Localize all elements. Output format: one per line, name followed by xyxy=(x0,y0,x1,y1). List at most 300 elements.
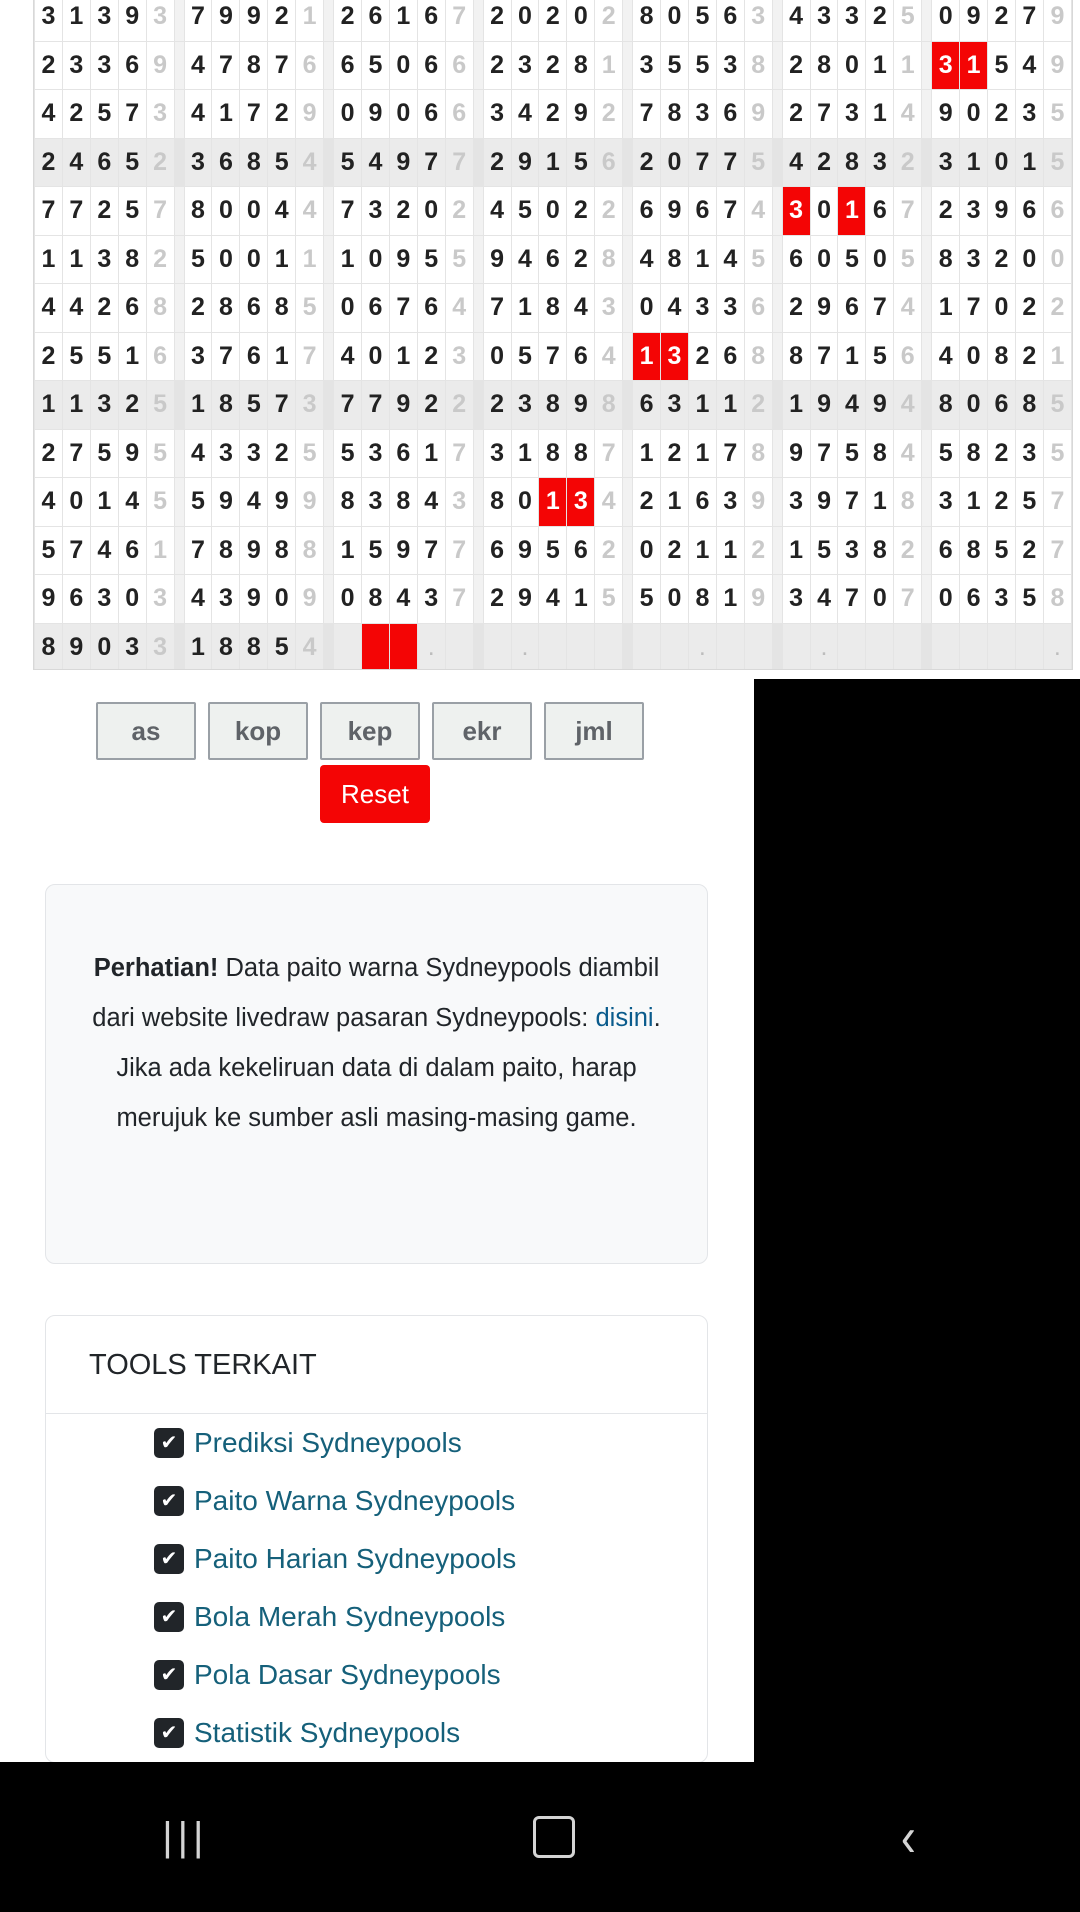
table-cell[interactable]: 6 xyxy=(62,575,90,624)
table-cell[interactable]: 8 xyxy=(539,381,567,430)
table-cell[interactable]: 3 xyxy=(146,90,174,139)
table-cell[interactable]: 6 xyxy=(567,332,595,381)
tool-link[interactable]: Paito Harian Sydneypools xyxy=(194,1543,517,1574)
table-cell[interactable]: 3 xyxy=(782,575,810,624)
tool-link[interactable]: Statistik Sydneypools xyxy=(194,1717,461,1748)
table-cell[interactable]: 3 xyxy=(661,381,689,430)
table-cell[interactable]: 3 xyxy=(932,138,960,187)
table-cell[interactable]: 8 xyxy=(1015,381,1043,430)
table-cell[interactable]: 5 xyxy=(894,235,922,284)
table-cell[interactable]: 6 xyxy=(932,526,960,575)
table-cell[interactable]: 3 xyxy=(932,478,960,527)
table-cell[interactable]: 1 xyxy=(595,41,623,90)
table-cell[interactable]: 2 xyxy=(633,138,661,187)
table-cell[interactable]: 8 xyxy=(35,623,63,670)
table-cell[interactable]: 0 xyxy=(240,187,268,236)
table-cell[interactable]: 5 xyxy=(296,429,324,478)
table-cell[interactable]: 1 xyxy=(146,526,174,575)
table-cell[interactable]: 0 xyxy=(361,235,389,284)
table-cell[interactable]: 7 xyxy=(1043,478,1071,527)
table-cell[interactable]: 5 xyxy=(118,138,146,187)
table-cell[interactable]: 6 xyxy=(894,332,922,381)
table-cell[interactable]: 3 xyxy=(838,526,866,575)
list-item[interactable] xyxy=(46,1472,707,1530)
table-cell[interactable]: 8 xyxy=(389,478,417,527)
table-cell[interactable]: 6 xyxy=(90,138,118,187)
table-cell[interactable]: 9 xyxy=(268,478,296,527)
table-cell[interactable]: 7 xyxy=(716,187,744,236)
table-cell[interactable]: 3 xyxy=(35,0,63,41)
table-cell[interactable]: 3 xyxy=(688,90,716,139)
table-cell[interactable]: 2 xyxy=(782,90,810,139)
table-cell[interactable]: 4 xyxy=(838,381,866,430)
table-cell[interactable]: 2 xyxy=(988,429,1016,478)
table-cell[interactable]: 2 xyxy=(417,332,445,381)
table-cell[interactable]: 8 xyxy=(184,187,212,236)
table-cell[interactable]: 2 xyxy=(567,187,595,236)
table-cell[interactable]: 9 xyxy=(483,235,511,284)
table-cell[interactable]: 1 xyxy=(782,381,810,430)
table-cell[interactable]: 3 xyxy=(212,575,240,624)
table-cell[interactable]: 8 xyxy=(744,41,772,90)
table-cell[interactable]: 2 xyxy=(894,138,922,187)
table-cell[interactable]: 3 xyxy=(960,187,988,236)
table-cell[interactable]: 4 xyxy=(240,478,268,527)
table-cell[interactable]: 6 xyxy=(716,332,744,381)
table-cell[interactable]: 2 xyxy=(894,526,922,575)
table-cell[interactable]: 4 xyxy=(894,284,922,333)
table-cell[interactable]: 5 xyxy=(838,235,866,284)
table-cell[interactable]: 0 xyxy=(661,0,689,41)
table-cell[interactable]: 1 xyxy=(960,138,988,187)
table-cell[interactable]: 6 xyxy=(633,381,661,430)
table-cell[interactable]: 8 xyxy=(960,429,988,478)
table-cell[interactable]: 0 xyxy=(633,526,661,575)
table-cell[interactable]: 1 xyxy=(688,526,716,575)
table-cell[interactable]: 5 xyxy=(90,90,118,139)
table-cell[interactable]: 4 xyxy=(389,575,417,624)
table-cell[interactable]: 4 xyxy=(567,284,595,333)
table-cell[interactable]: 9 xyxy=(511,138,539,187)
table-cell[interactable]: 4 xyxy=(511,90,539,139)
table-cell[interactable]: 2 xyxy=(268,90,296,139)
table-cell[interactable]: 2 xyxy=(62,90,90,139)
table-cell[interactable] xyxy=(744,623,772,670)
table-cell[interactable]: 8 xyxy=(212,284,240,333)
table-cell[interactable]: 4 xyxy=(661,284,689,333)
table-cell[interactable]: 4 xyxy=(268,187,296,236)
table-cell[interactable]: 2 xyxy=(389,187,417,236)
table-cell[interactable] xyxy=(539,623,567,670)
table-cell[interactable]: 6 xyxy=(688,478,716,527)
table-cell[interactable]: 3 xyxy=(296,381,324,430)
table-cell[interactable]: 8 xyxy=(296,526,324,575)
table-cell[interactable]: 1 xyxy=(838,332,866,381)
table-cell[interactable]: 2 xyxy=(268,0,296,41)
table-cell[interactable]: 6 xyxy=(483,526,511,575)
table-cell[interactable]: 5 xyxy=(688,41,716,90)
table-cell[interactable]: 8 xyxy=(688,575,716,624)
table-cell[interactable]: 0 xyxy=(334,284,362,333)
table-cell[interactable]: 2 xyxy=(744,526,772,575)
table-cell[interactable]: 9 xyxy=(744,575,772,624)
table-cell[interactable]: 1 xyxy=(960,478,988,527)
table-cell[interactable]: 5 xyxy=(90,332,118,381)
table-cell[interactable]: 5 xyxy=(334,429,362,478)
table-cell[interactable]: 4 xyxy=(894,90,922,139)
table-cell[interactable]: 7 xyxy=(539,332,567,381)
table-cell[interactable]: 3 xyxy=(90,0,118,41)
table-cell[interactable]: 0 xyxy=(511,478,539,527)
table-cell[interactable]: 8 xyxy=(567,41,595,90)
table-cell[interactable]: 4 xyxy=(184,429,212,478)
table-cell[interactable]: 4 xyxy=(595,478,623,527)
table-cell[interactable]: 7 xyxy=(296,332,324,381)
table-cell[interactable]: 7 xyxy=(62,429,90,478)
table-cell[interactable]: 3 xyxy=(988,575,1016,624)
table-cell[interactable]: 9 xyxy=(810,478,838,527)
table-cell-highlight[interactable]: 3 xyxy=(782,187,810,236)
table-cell[interactable]: 3 xyxy=(146,575,174,624)
table-cell[interactable]: 7 xyxy=(445,429,473,478)
table-cell[interactable]: 2 xyxy=(90,284,118,333)
table-cell[interactable]: 9 xyxy=(35,575,63,624)
table-cell[interactable]: 0 xyxy=(240,235,268,284)
table-cell[interactable]: 2 xyxy=(810,138,838,187)
table-cell[interactable]: 0 xyxy=(932,0,960,41)
table-cell[interactable]: 5 xyxy=(1043,90,1071,139)
table-cell[interactable]: 9 xyxy=(567,90,595,139)
table-cell[interactable]: 7 xyxy=(838,575,866,624)
table-cell[interactable]: 1 xyxy=(511,429,539,478)
table-cell[interactable]: 7 xyxy=(894,575,922,624)
table-cell[interactable]: 3 xyxy=(90,235,118,284)
table-cell[interactable]: 2 xyxy=(932,187,960,236)
table-cell[interactable]: 8 xyxy=(240,138,268,187)
table-cell[interactable]: 7 xyxy=(866,284,894,333)
table-cell[interactable]: 9 xyxy=(866,381,894,430)
table-cell[interactable]: 3 xyxy=(838,0,866,41)
table-cell[interactable]: 9 xyxy=(389,526,417,575)
table-cell[interactable]: . xyxy=(810,623,838,670)
table-cell[interactable]: 7 xyxy=(838,478,866,527)
filter-kep-button[interactable]: kep xyxy=(320,702,420,760)
table-cell[interactable]: 1 xyxy=(716,575,744,624)
table-cell[interactable]: 4 xyxy=(35,90,63,139)
table-cell[interactable]: 3 xyxy=(511,381,539,430)
table-cell[interactable]: 5 xyxy=(633,575,661,624)
table-cell[interactable]: 2 xyxy=(567,235,595,284)
table-cell[interactable]: 4 xyxy=(782,0,810,41)
table-cell[interactable]: 0 xyxy=(539,187,567,236)
table-cell[interactable]: 3 xyxy=(118,623,146,670)
table-cell[interactable]: 4 xyxy=(894,429,922,478)
table-cell[interactable]: 2 xyxy=(483,0,511,41)
table-cell[interactable]: 3 xyxy=(445,332,473,381)
table-cell[interactable]: 3 xyxy=(838,90,866,139)
table-cell[interactable]: 9 xyxy=(118,429,146,478)
table-cell[interactable]: 3 xyxy=(511,41,539,90)
table-cell[interactable]: 0 xyxy=(212,187,240,236)
table-cell[interactable]: 4 xyxy=(62,284,90,333)
table-cell[interactable]: 1 xyxy=(35,235,63,284)
table-cell[interactable]: 0 xyxy=(960,90,988,139)
table-cell[interactable]: 4 xyxy=(932,332,960,381)
table-cell[interactable]: 9 xyxy=(511,526,539,575)
table-cell[interactable]: 8 xyxy=(212,381,240,430)
table-cell[interactable]: 1 xyxy=(417,429,445,478)
table-cell[interactable]: 4 xyxy=(296,138,324,187)
table-cell[interactable]: 5 xyxy=(146,429,174,478)
table-cell[interactable]: 0 xyxy=(118,575,146,624)
table-cell[interactable]: 7 xyxy=(688,138,716,187)
table-cell[interactable]: 6 xyxy=(716,0,744,41)
table-cell[interactable]: 4 xyxy=(633,235,661,284)
table-cell[interactable]: 4 xyxy=(361,138,389,187)
table-cell[interactable]: 4 xyxy=(539,575,567,624)
table-cell[interactable]: 3 xyxy=(146,0,174,41)
table-cell[interactable]: 5 xyxy=(988,526,1016,575)
table-cell[interactable]: 0 xyxy=(960,381,988,430)
table-cell[interactable]: 4 xyxy=(35,284,63,333)
table-cell[interactable]: 2 xyxy=(595,526,623,575)
table-cell[interactable]: 5 xyxy=(1043,429,1071,478)
table-cell[interactable]: 3 xyxy=(744,0,772,41)
table-cell[interactable]: 9 xyxy=(296,575,324,624)
table-cell[interactable]: 7 xyxy=(894,187,922,236)
table-cell[interactable]: 8 xyxy=(118,235,146,284)
table-cell[interactable]: 0 xyxy=(90,623,118,670)
table-cell[interactable]: 9 xyxy=(810,381,838,430)
table-cell[interactable]: 6 xyxy=(417,284,445,333)
table-cell[interactable]: 1 xyxy=(389,0,417,41)
table-cell[interactable]: 3 xyxy=(90,41,118,90)
table-cell[interactable]: 2 xyxy=(539,41,567,90)
table-cell[interactable]: 7 xyxy=(35,187,63,236)
table-cell[interactable]: 6 xyxy=(240,332,268,381)
table-cell[interactable]: 9 xyxy=(389,235,417,284)
table-cell[interactable] xyxy=(932,623,960,670)
table-cell[interactable]: 1 xyxy=(866,90,894,139)
table-cell[interactable]: 9 xyxy=(1043,41,1071,90)
table-cell[interactable]: 9 xyxy=(960,0,988,41)
table-cell[interactable]: 7 xyxy=(417,138,445,187)
table-cell[interactable]: 3 xyxy=(1015,429,1043,478)
table-cell[interactable]: 3 xyxy=(417,575,445,624)
table-cell[interactable] xyxy=(661,623,689,670)
table-cell[interactable]: 6 xyxy=(716,90,744,139)
table-cell-highlight[interactable]: 1 xyxy=(960,41,988,90)
table-cell[interactable]: 3 xyxy=(716,478,744,527)
table-cell[interactable]: 5 xyxy=(744,235,772,284)
table-cell[interactable]: 5 xyxy=(146,478,174,527)
table-cell[interactable]: 0 xyxy=(988,138,1016,187)
table-cell[interactable]: 0 xyxy=(1015,235,1043,284)
table-cell[interactable]: 7 xyxy=(361,381,389,430)
table-cell[interactable]: 2 xyxy=(90,187,118,236)
table-cell[interactable]: . xyxy=(417,623,445,670)
filter-ekr-button[interactable]: ekr xyxy=(432,702,532,760)
table-cell[interactable]: 8 xyxy=(567,429,595,478)
table-cell[interactable]: 0 xyxy=(417,187,445,236)
table-cell[interactable]: 7 xyxy=(389,284,417,333)
table-cell[interactable]: 1 xyxy=(296,235,324,284)
table-cell[interactable]: 2 xyxy=(539,0,567,41)
table-cell[interactable]: 2 xyxy=(661,526,689,575)
table-cell[interactable]: 8 xyxy=(268,526,296,575)
table-cell[interactable]: 6 xyxy=(445,41,473,90)
table-cell[interactable]: 8 xyxy=(661,90,689,139)
table-cell[interactable] xyxy=(1015,623,1043,670)
table-cell[interactable]: 0 xyxy=(567,0,595,41)
table-cell-highlight[interactable] xyxy=(389,623,417,670)
table-cell[interactable]: 2 xyxy=(688,332,716,381)
table-cell[interactable]: 9 xyxy=(988,187,1016,236)
table-cell[interactable]: 3 xyxy=(361,478,389,527)
table-cell-highlight[interactable]: 1 xyxy=(633,332,661,381)
table-cell[interactable]: 3 xyxy=(716,41,744,90)
table-cell[interactable]: 5 xyxy=(810,526,838,575)
table-cell[interactable]: 2 xyxy=(184,284,212,333)
table-cell[interactable]: 5 xyxy=(661,41,689,90)
table-cell[interactable]: 5 xyxy=(146,381,174,430)
table-cell[interactable]: 0 xyxy=(62,478,90,527)
table-cell[interactable]: 4 xyxy=(296,187,324,236)
table-cell[interactable]: 8 xyxy=(361,575,389,624)
table-cell[interactable]: 4 xyxy=(90,526,118,575)
table-cell[interactable]: 8 xyxy=(240,41,268,90)
table-cell[interactable]: 4 xyxy=(595,332,623,381)
table-cell[interactable]: 2 xyxy=(146,235,174,284)
table-cell[interactable]: 9 xyxy=(296,90,324,139)
table-cell[interactable]: 6 xyxy=(633,187,661,236)
table-cell[interactable] xyxy=(894,623,922,670)
table-cell[interactable]: 0 xyxy=(1043,235,1071,284)
table-cell[interactable]: 1 xyxy=(782,526,810,575)
table-cell[interactable]: 9 xyxy=(240,575,268,624)
table-cell[interactable]: 2 xyxy=(35,138,63,187)
table-cell[interactable]: 0 xyxy=(810,187,838,236)
table-cell[interactable]: 5 xyxy=(744,138,772,187)
table-cell[interactable]: 7 xyxy=(334,187,362,236)
table-cell[interactable]: 7 xyxy=(146,187,174,236)
table-cell[interactable]: 5 xyxy=(296,284,324,333)
table-cell[interactable]: 7 xyxy=(212,41,240,90)
table-cell[interactable]: 0 xyxy=(866,235,894,284)
table-cell[interactable]: 5 xyxy=(988,41,1016,90)
table-cell[interactable]: 4 xyxy=(296,623,324,670)
table-cell[interactable] xyxy=(782,623,810,670)
table-cell[interactable]: 1 xyxy=(184,381,212,430)
table-cell[interactable]: 2 xyxy=(35,429,63,478)
table-cell[interactable]: 8 xyxy=(866,429,894,478)
table-cell[interactable]: 2 xyxy=(1015,526,1043,575)
table-cell[interactable]: 0 xyxy=(268,575,296,624)
table-cell[interactable]: 3 xyxy=(184,138,212,187)
table-cell[interactable]: 5 xyxy=(268,623,296,670)
table-cell[interactable]: 3 xyxy=(633,41,661,90)
filter-as-button[interactable]: as xyxy=(96,702,196,760)
table-cell[interactable]: 7 xyxy=(184,0,212,41)
table-cell[interactable]: 8 xyxy=(744,429,772,478)
table-cell[interactable]: 3 xyxy=(90,575,118,624)
table-cell[interactable]: 3 xyxy=(240,429,268,478)
table-cell[interactable]: 7 xyxy=(445,575,473,624)
list-item[interactable] xyxy=(46,1414,707,1472)
table-cell[interactable]: 9 xyxy=(511,575,539,624)
table-cell[interactable]: 7 xyxy=(445,0,473,41)
table-cell[interactable]: 9 xyxy=(744,478,772,527)
table-cell[interactable]: 2 xyxy=(595,187,623,236)
table-cell[interactable]: 1 xyxy=(62,381,90,430)
table-cell[interactable]: 4 xyxy=(184,41,212,90)
table-cell[interactable]: 2 xyxy=(268,429,296,478)
home-icon[interactable] xyxy=(533,1816,575,1858)
table-cell[interactable]: 3 xyxy=(810,0,838,41)
table-cell[interactable] xyxy=(960,623,988,670)
table-cell[interactable]: 2 xyxy=(35,41,63,90)
table-cell[interactable]: 2 xyxy=(633,478,661,527)
table-cell[interactable]: 2 xyxy=(782,284,810,333)
table-cell[interactable]: 4 xyxy=(35,478,63,527)
table-cell[interactable]: 8 xyxy=(988,332,1016,381)
table-cell[interactable]: 2 xyxy=(483,381,511,430)
tool-link[interactable]: Paito Warna Sydneypools xyxy=(194,1485,516,1516)
table-cell[interactable]: 8 xyxy=(782,332,810,381)
table-cell[interactable]: 9 xyxy=(212,478,240,527)
table-cell[interactable]: 0 xyxy=(866,575,894,624)
table-cell[interactable]: 3 xyxy=(960,235,988,284)
table-cell[interactable]: 6 xyxy=(146,332,174,381)
table-cell[interactable]: 1 xyxy=(62,235,90,284)
table-cell[interactable]: 8 xyxy=(894,478,922,527)
tool-link[interactable]: Bola Merah Sydneypools xyxy=(194,1601,506,1632)
table-cell[interactable]: 2 xyxy=(146,138,174,187)
table-cell[interactable]: 8 xyxy=(334,478,362,527)
table-cell[interactable]: 5 xyxy=(334,138,362,187)
table-cell[interactable]: 5 xyxy=(184,235,212,284)
table-cell[interactable]: 6 xyxy=(838,284,866,333)
table-cell[interactable]: 9 xyxy=(389,138,417,187)
table-cell[interactable]: 3 xyxy=(483,429,511,478)
table-cell[interactable]: 7 xyxy=(595,429,623,478)
table-cell[interactable]: 7 xyxy=(1015,0,1043,41)
table-cell[interactable]: 0 xyxy=(838,41,866,90)
table-cell[interactable]: 1 xyxy=(268,235,296,284)
table-cell[interactable]: 5 xyxy=(1043,138,1071,187)
table-cell[interactable]: 6 xyxy=(417,0,445,41)
table-cell[interactable]: 4 xyxy=(716,235,744,284)
table-cell-highlight[interactable]: 3 xyxy=(567,478,595,527)
table-cell[interactable]: 3 xyxy=(716,284,744,333)
table-cell[interactable]: 2 xyxy=(483,575,511,624)
table-cell[interactable]: 6 xyxy=(118,41,146,90)
table-cell[interactable]: 6 xyxy=(118,284,146,333)
table-cell[interactable]: 5 xyxy=(1015,575,1043,624)
table-cell[interactable]: 8 xyxy=(661,235,689,284)
table-cell[interactable]: 7 xyxy=(445,526,473,575)
table-cell[interactable]: 1 xyxy=(661,478,689,527)
table-cell[interactable]: 9 xyxy=(932,90,960,139)
table-cell[interactable]: 9 xyxy=(744,90,772,139)
table-cell[interactable]: 4 xyxy=(118,478,146,527)
table-cell[interactable]: 4 xyxy=(184,575,212,624)
table-cell[interactable]: 8 xyxy=(633,0,661,41)
filter-kop-button[interactable]: kop xyxy=(208,702,308,760)
table-cell[interactable]: 6 xyxy=(1043,187,1071,236)
table-cell[interactable]: 0 xyxy=(361,332,389,381)
table-cell[interactable]: 0 xyxy=(661,138,689,187)
